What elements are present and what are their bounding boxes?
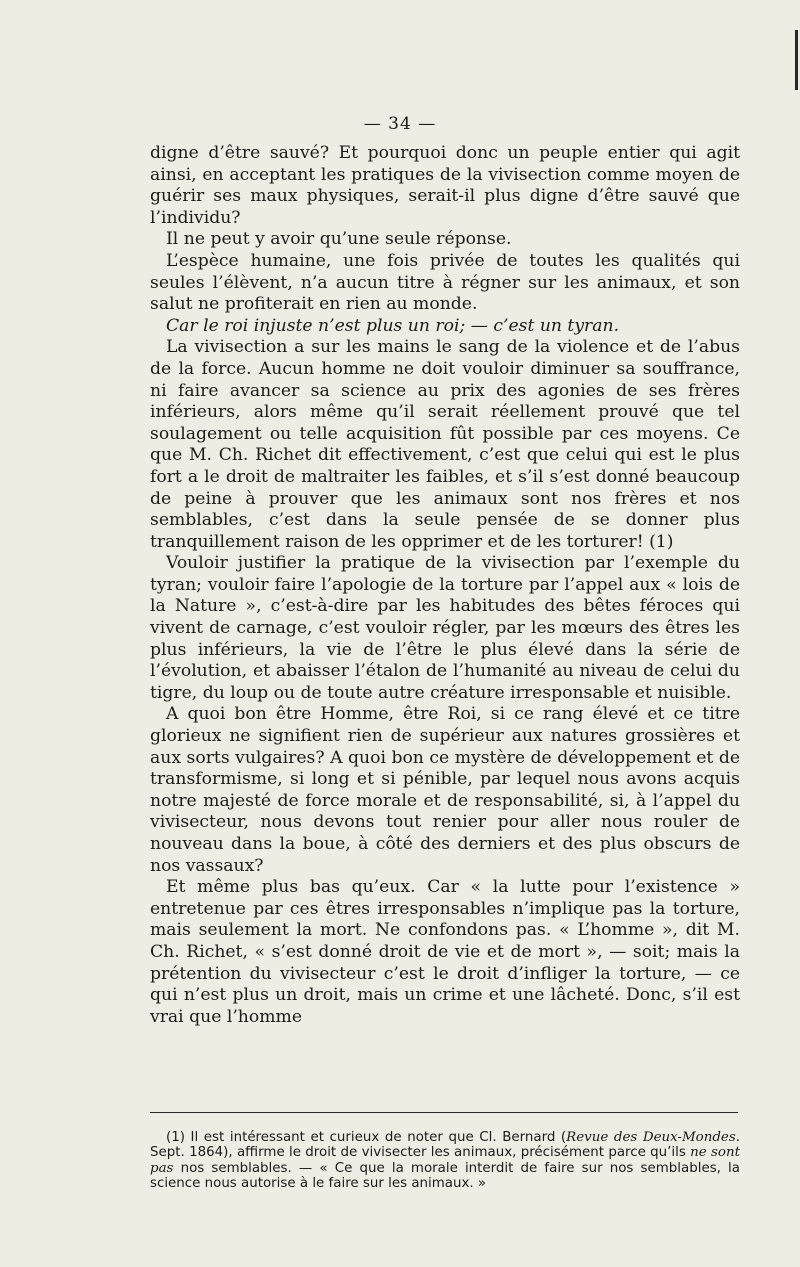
footnote: [150, 1130, 740, 1192]
footnote-divider: [150, 1112, 738, 1113]
paragraph: Vouloir justifier la pratique de la vivisection par l’exemple du tyran; vouloir faire l’apologie de la torture par l’appel aux « lois de la Nature », c’est-à-dire par les habitudes des bêtes féroces qui vivent de carnage, c’est vouloir régler, par les mœurs des êtres les plus inférieurs, la vie de l’être le plus élevé dans la série de l’évolution, et abaisser l’étalon de l’humanité au niveau de celui du tigre, du loup ou de toute autre créature irresponsable et nuisible.: [150, 553, 740, 703]
body-text: [150, 143, 740, 1028]
paragraph: A quoi bon être Homme, être Roi, si ce rang élevé et ce titre glorieux ne signifient rien de supérieur aux natures grossières et aux sorts vulgaires? A quoi bon ce mystère de développement et de transformisme, si long et si pénible, par lequel nous avons acquis notre majesté de force morale et de responsabilité, si, à l’appel du vivisecteur, nous devons tout renier pour aller nous rouler de nouveau dans la boue, à côté des derniers et des plus obscurs de nos vassaux?: [150, 704, 740, 876]
footnote-text: . Sept. 1864), affirme le droit de vivisecter les animaux, précisément parce qu’ils: [150, 1130, 740, 1161]
paragraph: L’espèce humaine, une fois privée de toutes les qualités qui seules l’élèvent, n’a aucun titre à régner sur les animaux, et son salut ne profiterait en rien au monde.: [150, 250, 740, 315]
footnote-emphasis: ne sont pas: [150, 1145, 740, 1176]
paragraph: Il ne peut y avoir qu’une seule réponse.: [166, 229, 512, 250]
page-number: — 34 —: [363, 114, 437, 134]
paragraph: Et même plus bas qu’eux. Car « la lutte pour l’existence » entretenue par ces êtres irresponsables n’implique pas la torture, mais seulement la mort. Ne confondons pas. « L’homme », dit M. Ch. Richet, « s’est donné droit de vie et de mort », — soit; mais la prétention du vivisecteur c’est le droit d’infliger la torture, — ce qui n’est plus un droit, mais un crime et une lâcheté. Donc, s’il est vrai que l’homme: [150, 877, 740, 1027]
italic-paragraph: Car le roi injuste n’est plus un roi; — c’est un tyran.: [166, 315, 620, 336]
footnote-source: Revue des Deux-Mondes: [566, 1130, 736, 1145]
footnote-text: (1) Il est intéressant et curieux de noter que Cl. Bernard (: [166, 1130, 567, 1145]
paragraph: La vivisection a sur les mains le sang de la violence et de l’abus de la force. Aucun homme ne doit vouloir diminuer sa souffrance, ni faire avancer sa science au prix des agonies de ses frères inférieurs, alors même qu’il serait réellement prouvé que tel soulagement ou telle acquisition fût possible par ces moyens. Ce que M. Ch. Richet dit effectivement, c’est que celui qui est le plus fort a le droit de maltraiter les faibles, et s’il s’est donné beaucoup de peine à prouver que les animaux sont nos frères et nos semblables, c’est dans la seule pensée de se donner plus tranquillement raison de les opprimer et de les torturer! (1): [150, 337, 740, 552]
page-edge: [795, 30, 798, 90]
paragraph: digne d’être sauvé? Et pourquoi donc un peuple entier qui agit ainsi, en acceptant les pratiques de la vivisection comme moyen de guérir ses maux physiques, serait-il plus digne d’être sauvé que l’individu?: [150, 143, 740, 228]
footnote-text: nos semblables. — « Ce que la morale interdit de faire sur nos semblables, la science nous autorise à le faire sur les animaux. »: [150, 1160, 740, 1192]
